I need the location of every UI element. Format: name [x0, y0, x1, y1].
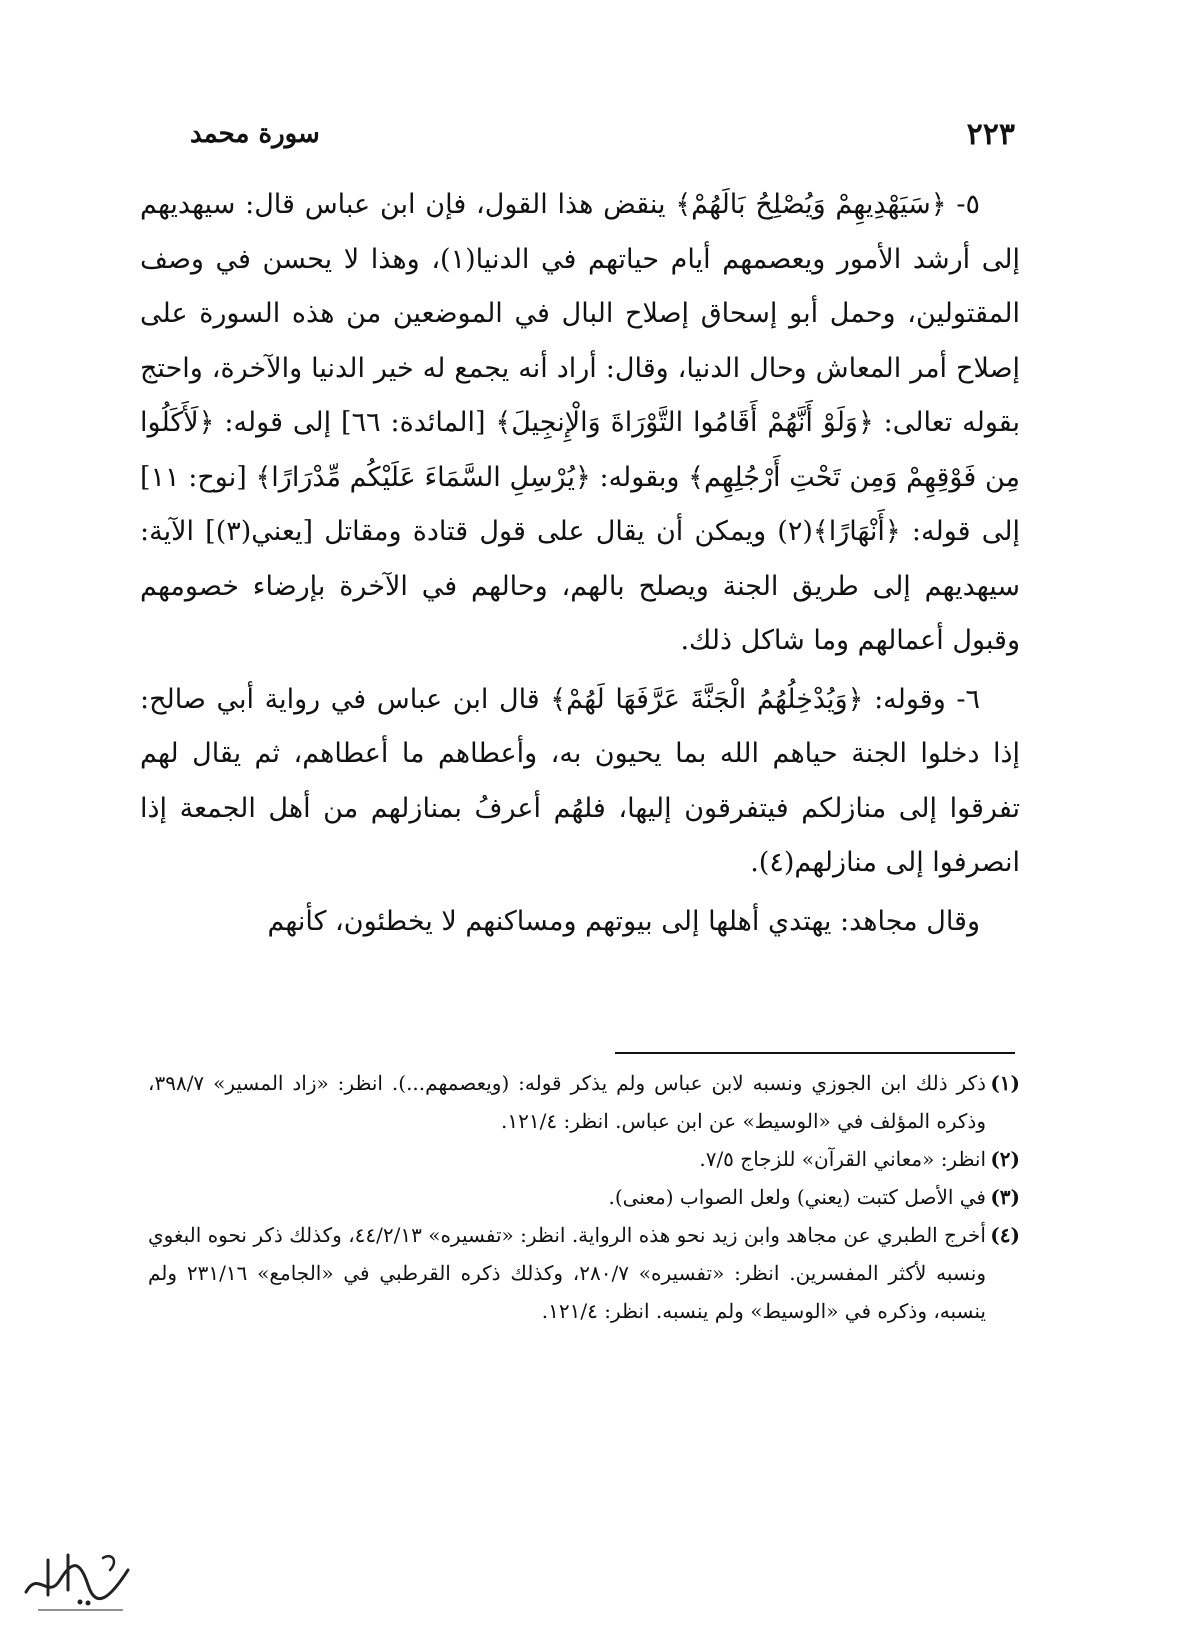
footnote-2 — [148, 1140, 1020, 1178]
footnote-text: في الأصل كتبت (يعني) ولعل الصواب (معنى). — [608, 1185, 986, 1209]
footnote-number: (٣) — [990, 1185, 1020, 1209]
page-header — [190, 112, 1015, 156]
footnote-3 — [148, 1178, 1020, 1216]
main-text — [140, 178, 1020, 949]
footnote-text: أخرج الطبري عن مجاهد وابن زيد نحو هذه الرواية. انظر: «تفسيره» ٤٤/٢/١٣، وكذلك ذكر نحوه البغوي ونسبه لأكثر المفسرين. انظر: «تفسيره» ٢٨٠/٧، وكذلك ذكره القرطبي في «الجامع» ٢٣١/١٦ ولم ينسبه، وذكره في «الوسيط» ولم ينسبه. انظر: ١٢١/٤. — [148, 1223, 986, 1323]
footnote-number: (٢) — [990, 1147, 1020, 1171]
running-title: سورة محمد — [190, 119, 320, 149]
paragraph-verse-5: ٥- ﴿سَيَهْدِيهِمْ وَيُصْلِحُ بَالَهُمْ﴾ ينقض هذا القول، فإن ابن عباس قال: سيهديهم إلى أرشد الأمور ويعصمهم أيام حياتهم في الدنيا(١)، وهذا لا يحسن في وصف المقتولين، وحمل أبو إسحاق إصلاح البال في الموضعين من هذه السورة على إصلاح أمر المعاش وحال الدنيا، وقال: أراد أنه يجمع له خير الدنيا والآخرة، واحتج بقوله تعالى: ﴿وَلَوْ أَنَّهُمْ أَقَامُوا التَّوْرَاةَ وَالْإِنجِيلَ﴾ [المائدة: ٦٦] إلى قوله: ﴿لَأَكَلُوا مِن فَوْقِهِمْ وَمِن تَحْتِ أَرْجُلِهِم﴾ وبقوله: ﴿يُرْسِلِ السَّمَاءَ عَلَيْكُم مِّدْرَارًا﴾ [نوح: ١١] إلى قوله: ﴿أَنْهَارًا﴾(٢) ويمكن أن يقال على قول قتادة ومقاتل [يعني(٣)] الآية: سيهديهم إلى طريق الجنة ويصلح بالهم، وحالهم في الآخرة بإرضاء خصومهم وقبول أعمالهم وما شاكل ذلك. — [140, 189, 1021, 656]
footnote-1 — [148, 1064, 1020, 1140]
paragraph-verse-6: ٦- وقوله: ﴿وَيُدْخِلُهُمُ الْجَنَّةَ عَرَّفَهَا لَهُمْ﴾ قال ابن عباس في رواية أبي صالح: إذا دخلوا الجنة حياهم الله بما يحيون به، وأعطاهم ما أعطاهم، ثم يقال لهم تفرقوا إلى منازلكم فيتفرقون إليها، فلهُم أعرفُ بمنازلهم من أهل الجمعة إذا انصرفوا إلى منازلهم(٤). — [140, 683, 1020, 878]
paragraph-mujahid: وقال مجاهد: يهتدي أهلها إلى بيوتهم ومساكنهم لا يخطئون، كأنهم — [267, 905, 980, 937]
footnote-number: (٤) — [990, 1223, 1020, 1247]
footnotes — [148, 1064, 1020, 1330]
footnote-number: (١) — [990, 1071, 1020, 1095]
footnote-4 — [148, 1216, 1020, 1330]
footnote-separator — [615, 1052, 1015, 1054]
page-number: ٢٢٣ — [966, 116, 1015, 152]
library-seal-logo — [18, 1540, 138, 1620]
footnote-text: انظر: «معاني القرآن» للزجاج ٧/٥. — [699, 1147, 986, 1171]
footnote-text: ذكر ذلك ابن الجوزي ونسبه لابن عباس ولم يذكر قوله: (ويعصمهم...). انظر: «زاد المسير» ٣٩٨/٧، وذكره المؤلف في «الوسيط» عن ابن عباس. انظر: ١٢١/٤. — [148, 1071, 986, 1133]
